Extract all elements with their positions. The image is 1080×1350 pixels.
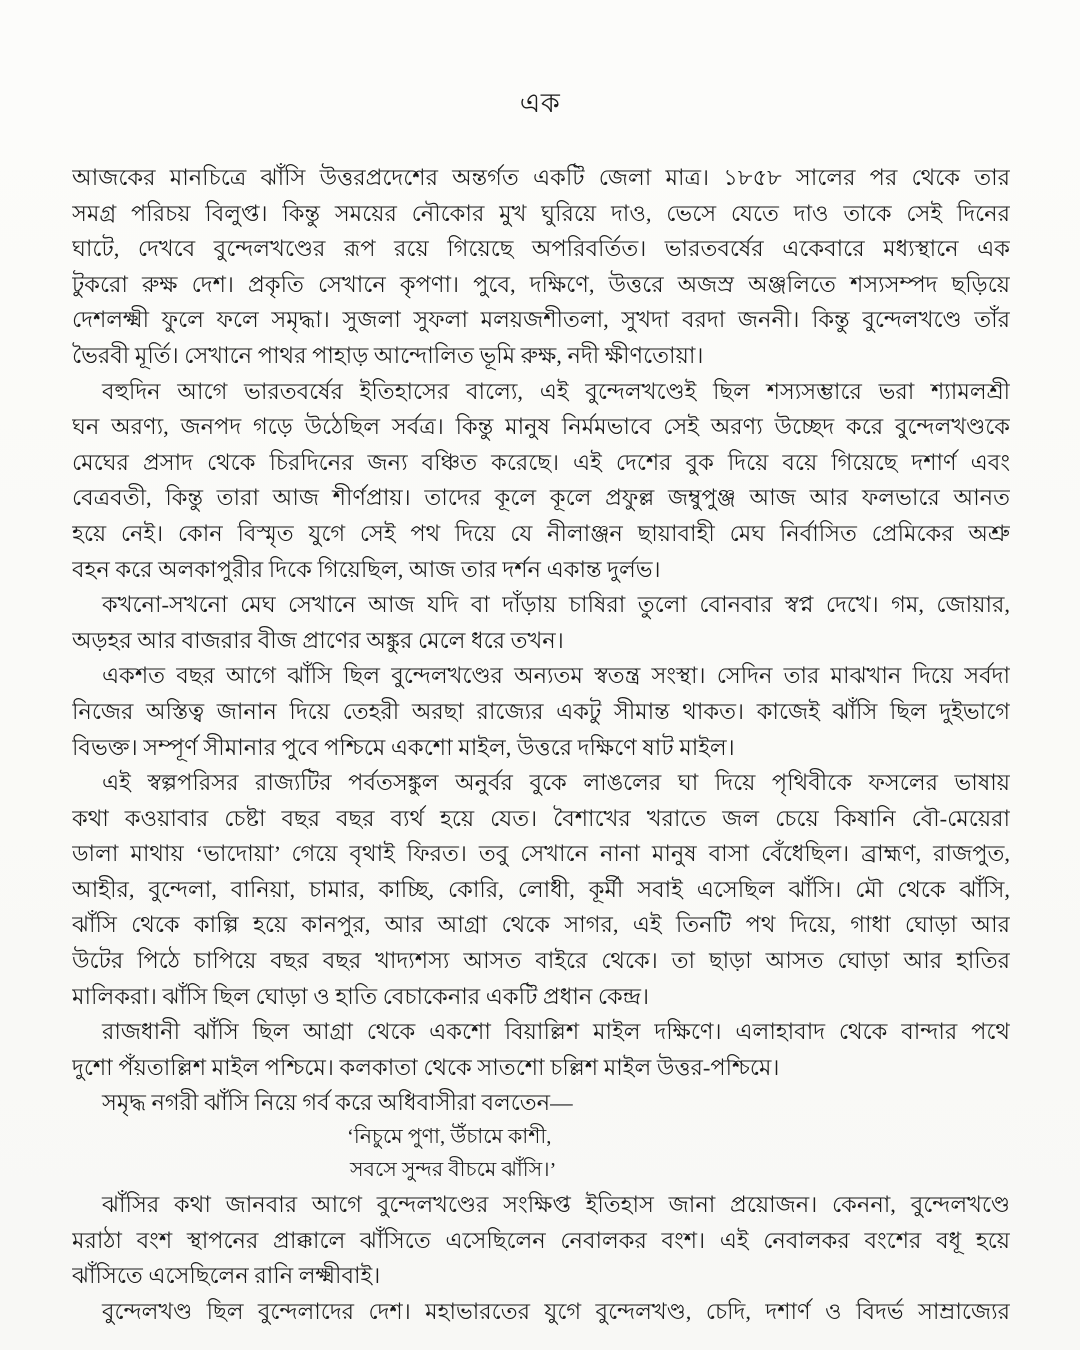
text-line: টুকরো রুক্ষ দেশ। প্রকৃতি সেখানে কৃপণা। পুবে, দক্ষিণে, উত্তরে অজস্র অঞ্জলিতে শস্যসম্পদ ছড়িয়ে <box>72 271 1010 297</box>
paragraph <box>72 374 1010 588</box>
paragraph <box>72 1085 1010 1121</box>
text-line: ঝাঁসি থেকে কাল্পি হয়ে কানপুর, আর আগ্রা থেকে সাগর, এই তিনটি পথ দিয়ে, গাধা ঘোড়া আর <box>72 912 1010 938</box>
text-line: মরাঠা বংশ স্থাপনের প্রাক্কালে ঝাঁসিতে এসেছিলেন নেবালকর বংশ। এই নেবালকর বংশের বধূ হয়ে <box>72 1227 1010 1253</box>
text-line: নিজের অস্তিত্ব জানান দিয়ে তেহরী অরছা রাজ্যের একটু সীমান্ত থাকত। কাজেই ঝাঁসি ছিল দুইভাগে <box>72 698 1010 724</box>
text-line: দেশলক্ষ্মী ফুলে ফলে সমৃদ্ধা। সুজলা সুফলা মলয়জশীতলা, সুখদা বরদা জননী। কিন্তু বুন্দেলখণ্ডে তাঁর <box>72 307 1010 333</box>
paragraph <box>72 587 1010 658</box>
text-line: আহীর, বুন্দেলা, বানিয়া, চামার, কাচ্ছি, কোরি, লোধী, কূর্মী সবাই এসেছিল ঝাঁসি। মৌ থেকে ঝাঁসি, <box>72 876 1010 902</box>
text-line: বুন্দেলখণ্ড ছিল বুন্দেলাদের দেশ। মহাভারতের যুগে বুন্দেলখণ্ড, চেদি, দশার্ণ ও বিদর্ভ সাম্রাজ্যের <box>102 1298 1010 1324</box>
text-line: অড়হর আর বাজরার বীজ প্রাণের অঙ্কুর মেলে ধরে তখন। <box>72 627 564 653</box>
paragraph <box>72 1014 1010 1085</box>
text-line: বেত্রবতী, কিন্তু তারা আজ শীর্ণপ্রায়। তাদের কূলে কূলে প্রফুল্ল জম্বুপুঞ্জ আজ আর ফলভারে আনত <box>72 485 1010 511</box>
text-line: সমৃদ্ধ নগরী ঝাঁসি নিয়ে গর্ব করে অধিবাসীরা বলতেন— <box>102 1090 573 1116</box>
text-line: আজকের মানচিত্রে ঝাঁসি উত্তরপ্রদেশের অন্তর্গত একটি জেলা মাত্র। ১৮৫৮ সালের পর থেকে তার <box>72 165 1010 190</box>
paragraph <box>72 160 1010 374</box>
text-line: সমগ্র পরিচয় বিলুপ্ত। কিন্তু সময়ের নৌকোর মুখ ঘুরিয়ে দাও, ভেসে যেতে দাও তাকে সেই দিনের <box>72 200 1010 226</box>
text-line: ঘন অরণ্য, জনপদ গড়ে উঠেছিল সর্বত্র। কিন্তু মানুষ নির্মমভাবে সেই অরণ্য উচ্ছেদ করে বুন্দেলখণ্ডকে <box>72 414 1010 440</box>
body-text <box>72 160 1010 1329</box>
paragraph <box>72 658 1010 765</box>
text-line: ঝাঁসিতে এসেছিলেন রানি লক্ষ্মীবাই। <box>72 1263 381 1289</box>
chapter-title: এক <box>519 88 561 118</box>
paragraph <box>72 765 1010 1014</box>
verse-line: সবসে সুন্দর বীচমে ঝাঁসি।’ <box>350 1159 557 1182</box>
text-line: একশত বছর আগে ঝাঁসি ছিল বুন্দেলখণ্ডের অন্যতম স্বতন্ত্র সংস্থা। সেদিন তার মাঝখান দিয়ে সর্বদা <box>102 663 1010 689</box>
text-line: হয়ে নেই। কোন বিস্মৃত যুগে সেই পথ দিয়ে যে নীলাঞ্জন ছায়াবাহী মেঘ নির্বাসিত প্রেমিকের অশ্রু <box>72 520 1010 546</box>
verse-line: ‘নিচুমে পুণা, উঁচামে কাশী, <box>347 1126 552 1149</box>
text-line: রাজধানী ঝাঁসি ছিল আগ্রা থেকে একশো বিয়াল্লিশ মাইল দক্ষিণে। এলাহাবাদ থেকে বান্দার পথে <box>102 1019 1010 1045</box>
verse-quote <box>72 1121 1010 1187</box>
text-line: ঝাঁসির কথা জানবার আগে বুন্দেলখণ্ডের সংক্ষিপ্ত ইতিহাস জানা প্রয়োজন। কেননা, বুন্দেলখণ্ডে <box>102 1192 1010 1218</box>
text-line: ডালা মাথায় ‘ভাদোয়া’ গেয়ে বৃথাই ফিরত। তবু সেখানে নানা মানুষ বাসা বেঁধেছিল। ব্রাহ্মণ, রাজপুত, <box>72 841 1010 867</box>
text-line: মেঘের প্রসাদ থেকে চিরদিনের জন্য বঞ্চিত করেছে। এই দেশের বুক দিয়ে বয়ে গিয়েছে দশার্ণ এবং <box>72 449 1010 475</box>
text-line: কথা কওয়াবার চেষ্টা বছর বছর ব্যর্থ হয়ে যেত। বৈশাখের খরাতে জল চেয়ে কিষানি বৌ-মেয়েরা <box>72 805 1010 831</box>
text-line: উটের পিঠে চাপিয়ে বছর বছর খাদ্যশস্য আসত বাইরে থেকে। তা ছাড়া আসত ঘোড়া আর হাতির <box>72 948 1010 974</box>
paragraph <box>72 1294 1010 1330</box>
text-line: মালিকরা। ঝাঁসি ছিল ঘোড়া ও হাতি বেচাকেনার একটি প্রধান কেন্দ্র। <box>72 983 650 1009</box>
text-line: এই স্বল্পপরিসর রাজ্যটির পর্বতসঙ্কুল অনুর্বর বুকে লাঙলের ঘা দিয়ে পৃথিবীকে ফসলের ভাষায় <box>102 770 1010 796</box>
paragraph <box>72 1187 1010 1294</box>
text-line: কখনো-সখনো মেঘ সেখানে আজ যদি বা দাঁড়ায় চাষিরা তুলো বোনবার স্বপ্ন দেখে। গম, জোয়ার, <box>102 592 1010 618</box>
text-line: ঘাটে, দেখবে বুন্দেলখণ্ডের রূপ রয়ে গিয়েছে অপরিবর্তিত। ভারতবর্ষের একেবারে মধ্যস্থানে এক <box>72 236 1010 262</box>
text-line: দুশো পঁয়তাল্লিশ মাইল পশ্চিমে। কলকাতা থেকে সাতশো চল্লিশ মাইল উত্তর-পশ্চিমে। <box>72 1054 780 1080</box>
text-line: বিভক্ত। সম্পূর্ণ সীমানার পুবে পশ্চিমে একশো মাইল, উত্তরে দক্ষিণে ষাট মাইল। <box>72 734 735 760</box>
text-line: বহন করে অলকাপুরীর দিকে গিয়েছিল, আজ তার দর্শন একান্ত দুর্লভ। <box>72 556 661 582</box>
text-line: বহুদিন আগে ভারতবর্ষের ইতিহাসের বাল্যে, এই বুন্দেলখণ্ডেই ছিল শস্যসম্ভারে ভরা শ্যামলশ্রী <box>102 378 1010 404</box>
text-line: ভৈরবী মূর্তি। সেখানে পাথর পাহাড় আন্দোলিত ভূমি রুক্ষ, নদী ক্ষীণতোয়া। <box>72 342 704 368</box>
